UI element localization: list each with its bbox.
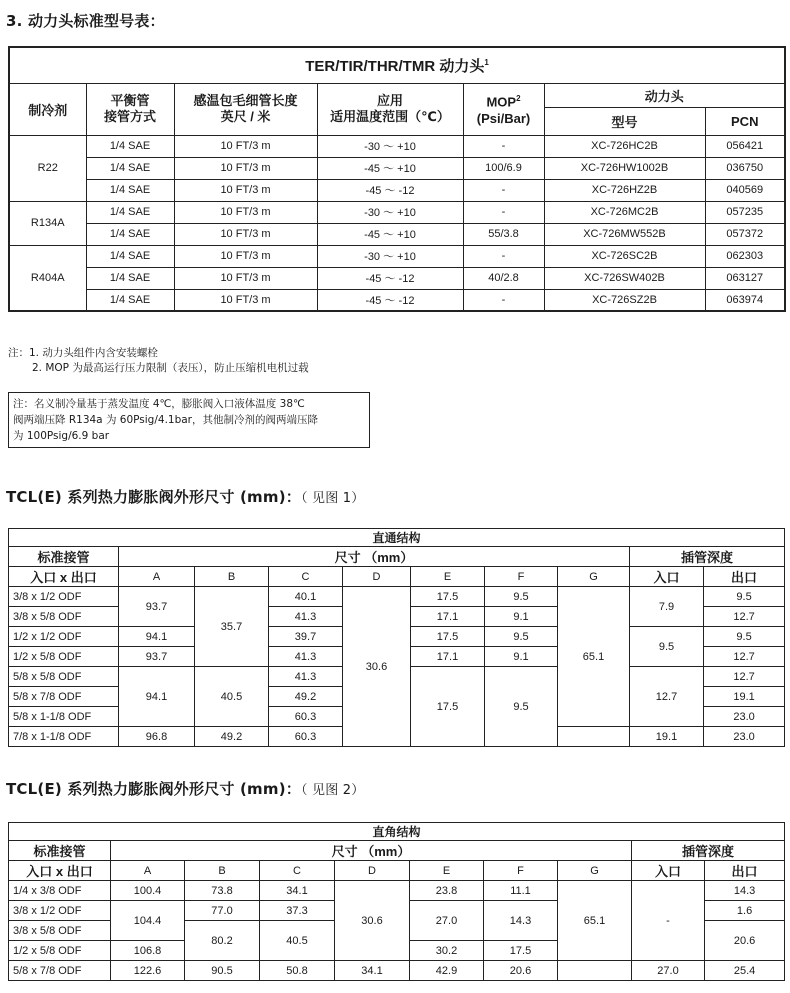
mop-cell: -	[463, 289, 544, 311]
col-E: E	[410, 861, 484, 881]
a-cell: 106.8	[111, 941, 185, 961]
balance-cell: 1/4 SAE	[86, 157, 174, 179]
pcn-cell: 036750	[705, 157, 785, 179]
c-cell: 40.1	[269, 587, 343, 607]
e-cell: 17.5	[411, 587, 485, 607]
a-cell: 122.6	[111, 961, 185, 981]
model-cell: XC-726HW1002B	[544, 157, 705, 179]
c-cell: 60.3	[269, 707, 343, 727]
header-application-temp: 应用 适用温度范围（℃）	[317, 83, 463, 135]
d-cell: 34.1	[335, 961, 410, 981]
temp-range-cell: -45 ～ -12	[317, 267, 463, 289]
model-cell: XC-726HZ2B	[544, 179, 705, 201]
conn-cell: 5/8 x 7/8 ODF	[9, 961, 111, 981]
header-size: 尺寸 （mm）	[119, 547, 630, 567]
depth-in-cell: 27.0	[632, 961, 705, 981]
col-B: B	[185, 861, 260, 881]
d-cell: 30.6	[335, 881, 410, 961]
e-cell: 17.5	[411, 627, 485, 647]
model-cell: XC-726MC2B	[544, 201, 705, 223]
balance-cell: 1/4 SAE	[86, 179, 174, 201]
capillary-cell: 10 FT/3 m	[174, 179, 317, 201]
capillary-cell: 10 FT/3 m	[174, 157, 317, 179]
table-row	[9, 179, 785, 201]
b-cell: 80.2	[185, 921, 260, 961]
conn-cell: 1/2 x 5/8 ODF	[9, 647, 119, 667]
e-cell: 42.9	[410, 961, 484, 981]
c-cell: 40.5	[260, 921, 335, 961]
conn-cell: 1/2 x 5/8 ODF	[9, 941, 111, 961]
refrigerant-cell: R22	[9, 135, 86, 201]
f-cell: 14.3	[484, 901, 558, 941]
col-B: B	[195, 567, 269, 587]
a-cell: 93.7	[119, 587, 195, 627]
temp-range-cell: -45 ～ +10	[317, 157, 463, 179]
powerhead-model-table	[8, 46, 786, 312]
e-cell: 23.8	[410, 881, 484, 901]
table-row	[9, 223, 785, 245]
capillary-cell: 10 FT/3 m	[174, 267, 317, 289]
e-cell: 17.1	[411, 607, 485, 627]
d-cell: 30.6	[343, 587, 411, 747]
table-row	[9, 135, 785, 157]
g-cell-empty	[558, 961, 632, 981]
depth-out-cell: 12.7	[704, 667, 785, 687]
conn-cell: 3/8 x 1/2 ODF	[9, 901, 111, 921]
header-inlet-outlet: 入口 x 出口	[9, 861, 111, 881]
col-C: C	[269, 567, 343, 587]
conn-cell: 3/8 x 1/2 ODF	[9, 587, 119, 607]
f-cell: 9.1	[485, 647, 558, 667]
g-cell-empty	[558, 727, 630, 747]
b-cell: 49.2	[195, 727, 269, 747]
c-cell: 60.3	[269, 727, 343, 747]
b-cell: 90.5	[185, 961, 260, 981]
c-cell: 41.3	[269, 667, 343, 687]
table-row	[9, 267, 785, 289]
depth-out-cell: 20.6	[705, 921, 785, 961]
col-F: F	[485, 567, 558, 587]
pcn-cell: 062303	[705, 245, 785, 267]
header-std-connection: 标准接管	[9, 547, 119, 567]
depth-out-cell: 19.1	[704, 687, 785, 707]
header-inlet: 入口	[630, 567, 704, 587]
temp-range-cell: -30 ～ +10	[317, 245, 463, 267]
notebox-line-1: 注：名义制冷量基于蒸发温度 4℃，膨胀阀入口液体温度 38℃	[13, 398, 305, 410]
e-cell: 30.2	[410, 941, 484, 961]
depth-out-cell: 9.5	[704, 627, 785, 647]
col-G: G	[558, 567, 630, 587]
capillary-cell: 10 FT/3 m	[174, 289, 317, 311]
a-cell: 104.4	[111, 901, 185, 941]
table-row	[9, 289, 785, 311]
straight-dimension-table	[8, 528, 785, 747]
temp-range-cell: -30 ～ +10	[317, 201, 463, 223]
b-cell: 77.0	[185, 901, 260, 921]
refrigerant-cell: R404A	[9, 245, 86, 311]
powerhead-notes	[8, 346, 309, 376]
b-cell: 73.8	[185, 881, 260, 901]
depth-in-cell: 12.7	[630, 667, 704, 727]
temp-range-cell: -45 ～ -12	[317, 179, 463, 201]
conn-cell: 5/8 x 7/8 ODF	[9, 687, 119, 707]
conn-cell: 7/8 x 1-1/8 ODF	[9, 727, 119, 747]
depth-out-cell: 1.6	[705, 901, 785, 921]
header-insert-depth: 插管深度	[632, 841, 785, 861]
refrigerant-cell: R134A	[9, 201, 86, 245]
balance-cell: 1/4 SAE	[86, 201, 174, 223]
model-cell: XC-726MW552B	[544, 223, 705, 245]
section-heading-angle: TCL(E) 系列热力膨胀阀外形尺寸 (mm)：（ 见图 2）	[6, 780, 365, 798]
a-cell: 96.8	[119, 727, 195, 747]
balance-cell: 1/4 SAE	[86, 289, 174, 311]
table-row	[9, 157, 785, 179]
model-cell: XC-726SC2B	[544, 245, 705, 267]
header-size: 尺寸 （mm）	[111, 841, 632, 861]
model-cell: XC-726SZ2B	[544, 289, 705, 311]
temp-range-cell: -30 ～ +10	[317, 135, 463, 157]
pcn-cell: 063974	[705, 289, 785, 311]
pcn-cell: 063127	[705, 267, 785, 289]
f-cell: 17.5	[484, 941, 558, 961]
col-G: G	[558, 861, 632, 881]
temp-range-cell: -45 ～ +10	[317, 223, 463, 245]
c-cell: 34.1	[260, 881, 335, 901]
c-cell: 50.8	[260, 961, 335, 981]
pcn-cell: 040569	[705, 179, 785, 201]
capillary-cell: 10 FT/3 m	[174, 245, 317, 267]
mop-cell: -	[463, 245, 544, 267]
depth-in-cell: 7.9	[630, 587, 704, 627]
e-cell: 27.0	[410, 901, 484, 941]
depth-out-cell: 23.0	[704, 707, 785, 727]
f-cell: 9.1	[485, 607, 558, 627]
depth-in-cell: 19.1	[630, 727, 704, 747]
capillary-cell: 10 FT/3 m	[174, 135, 317, 157]
capillary-cell: 10 FT/3 m	[174, 223, 317, 245]
model-cell: XC-726HC2B	[544, 135, 705, 157]
f-cell: 9.5	[485, 627, 558, 647]
section-heading-powerhead: 3. 动力头标准型号表：	[6, 12, 165, 30]
model-cell: XC-726SW402B	[544, 267, 705, 289]
powerhead-table-title: TER/TIR/THR/TMR 动力头$^1$	[9, 47, 785, 83]
mop-cell: -	[463, 135, 544, 157]
a-cell: 93.7	[119, 647, 195, 667]
col-D: D	[335, 861, 410, 881]
header-capillary-length: 感温包毛细管长度 英尺 / 米	[174, 83, 317, 135]
note-1: 注：1. 动力头组件内含安装螺栓	[8, 347, 158, 359]
depth-out-cell: 9.5	[704, 587, 785, 607]
c-cell: 41.3	[269, 607, 343, 627]
mop-cell: 40/2.8	[463, 267, 544, 289]
mop-cell: -	[463, 201, 544, 223]
col-D: D	[343, 567, 411, 587]
depth-out-cell: 25.4	[705, 961, 785, 981]
e-cell: 17.1	[411, 647, 485, 667]
capacity-note-box	[8, 392, 370, 448]
a-cell: 100.4	[111, 881, 185, 901]
pcn-cell: 057372	[705, 223, 785, 245]
capillary-cell: 10 FT/3 m	[174, 201, 317, 223]
mop-cell: -	[463, 179, 544, 201]
balance-cell: 1/4 SAE	[86, 245, 174, 267]
angle-dimension-table	[8, 822, 785, 981]
depth-out-cell: 12.7	[704, 607, 785, 627]
balance-cell: 1/4 SAE	[86, 135, 174, 157]
angle-caption: 直角结构	[9, 823, 785, 841]
depth-out-cell: 14.3	[705, 881, 785, 901]
header-balance-line: 平衡管 接管方式	[86, 83, 174, 135]
straight-caption: 直通结构	[9, 529, 785, 547]
a-cell: 94.1	[119, 667, 195, 727]
conn-cell: 5/8 x 1-1/8 ODF	[9, 707, 119, 727]
notebox-line-2: 阀两端压降 R134a 为 60Psig/4.1bar，其他制冷剂的阀两端压降	[13, 414, 318, 426]
b-cell: 40.5	[195, 667, 269, 727]
conn-cell: 1/4 x 3/8 ODF	[9, 881, 111, 901]
header-outlet: 出口	[704, 567, 785, 587]
pcn-cell: 056421	[705, 135, 785, 157]
f-cell: 9.5	[485, 667, 558, 747]
mop-cell: 55/3.8	[463, 223, 544, 245]
note-2: 2. MOP 为最高运行压力限制（表压），防止压缩机电机过载	[32, 362, 309, 374]
col-A: A	[119, 567, 195, 587]
table-row	[9, 201, 785, 223]
header-std-connection: 标准接管	[9, 841, 111, 861]
b-cell: 35.7	[195, 587, 269, 667]
c-cell: 37.3	[260, 901, 335, 921]
mop-cell: 100/6.9	[463, 157, 544, 179]
header-mop: MOP$^2$ (Psi/Bar)	[463, 83, 544, 135]
f-cell: 11.1	[484, 881, 558, 901]
table-row	[9, 245, 785, 267]
c-cell: 41.3	[269, 647, 343, 667]
c-cell: 39.7	[269, 627, 343, 647]
conn-cell: 1/2 x 1/2 ODF	[9, 627, 119, 647]
g-cell: 65.1	[558, 881, 632, 961]
header-pcn: PCN	[705, 107, 785, 135]
conn-cell: 5/8 x 5/8 ODF	[9, 667, 119, 687]
header-inlet-outlet: 入口 x 出口	[9, 567, 119, 587]
section-heading-straight: TCL(E) 系列热力膨胀阀外形尺寸 (mm)：（ 见图 1）	[6, 488, 365, 506]
header-outlet: 出口	[705, 861, 785, 881]
balance-cell: 1/4 SAE	[86, 267, 174, 289]
header-inlet: 入口	[632, 861, 705, 881]
f-cell: 20.6	[484, 961, 558, 981]
balance-cell: 1/4 SAE	[86, 223, 174, 245]
temp-range-cell: -45 ～ -12	[317, 289, 463, 311]
header-powerhead: 动力头	[544, 83, 785, 107]
depth-in-cell: -	[632, 881, 705, 961]
depth-in-cell: 9.5	[630, 627, 704, 667]
depth-out-cell: 23.0	[704, 727, 785, 747]
pcn-cell: 057235	[705, 201, 785, 223]
f-cell: 9.5	[485, 587, 558, 607]
col-E: E	[411, 567, 485, 587]
col-F: F	[484, 861, 558, 881]
conn-cell: 3/8 x 5/8 ODF	[9, 607, 119, 627]
col-A: A	[111, 861, 185, 881]
col-C: C	[260, 861, 335, 881]
header-model: 型号	[544, 107, 705, 135]
depth-out-cell: 12.7	[704, 647, 785, 667]
c-cell: 49.2	[269, 687, 343, 707]
a-cell: 94.1	[119, 627, 195, 647]
g-cell: 65.1	[558, 587, 630, 727]
header-refrigerant: 制冷剂	[9, 83, 86, 135]
notebox-line-3: 为 100Psig/6.9 bar	[13, 430, 110, 442]
e-cell: 17.5	[411, 667, 485, 747]
conn-cell: 3/8 x 5/8 ODF	[9, 921, 111, 941]
header-insert-depth: 插管深度	[630, 547, 785, 567]
